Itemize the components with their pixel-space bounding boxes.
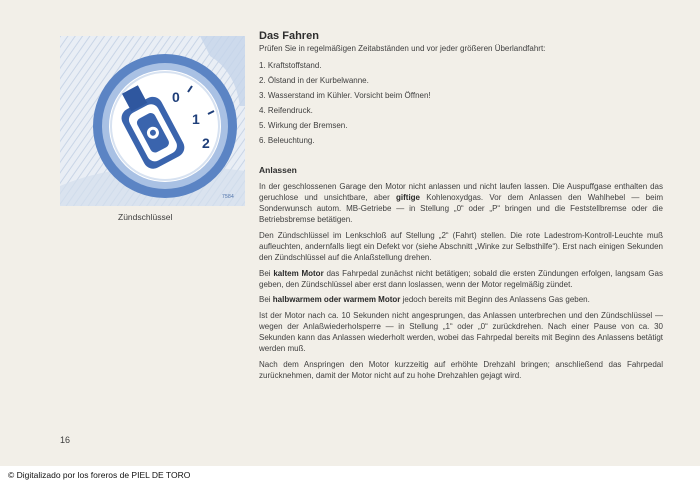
page-number: 16 [60,435,71,445]
key-position-2: 2 [202,135,210,151]
check-item: 3. Wasserstand im Kühler. Vorsicht beim Öffnen! [259,91,431,101]
paragraph-cold-engine [259,268,663,291]
paragraph-ignition: Den Zündschlüssel im Lenkschloß auf Stellung „2“ (Fahrt) stellen. Die rote Ladestrom-Kontroll-Leuchte muß aufleuchten, andernfalls liegt ein Defekt vor (siehe Abschnitt „Winke zur Selbsthilfe“). Erst nach einigen Sekunden den Zündschlüssel auf die Anlaßstellung drehen. [259,230,663,263]
check-item: 4. Reifendruck. [259,106,313,116]
scan-credit: © Digitalizado por los foreros de PIEL DE TORO [8,470,191,480]
emphasis-text: kaltem Motor [273,268,324,278]
text-column [259,30,663,385]
check-item: 5. Wirkung der Bremsen. [259,121,348,131]
paragraph-warm-engine [259,294,663,305]
paragraph-text: Kohlenoxydgas. Vor dem Anlassen den Wahlhebel — beim Sonderwunsch autom. MB-Getriebe — in Stellung „0“ oder „P“ bringen und die Feststellbremse oder die Betriebsbremse betätigen. [259,192,663,225]
anlassen-heading: Anlassen [259,165,297,176]
paragraph-garage [259,181,663,226]
check-item: 2. Ölstand in der Kurbelwanne. [259,76,369,86]
paragraph-text: jedoch bereits mit Beginn des Anlassens Gas geben. [400,295,590,305]
check-list [259,58,663,148]
paragraph-after-start: Nach dem Anspringen den Motor kurzzeitig auf erhöhte Drehzahl bringen; anschließend das Fahrpedal zurücknehmen, damit der Motor nicht auf zu hohe Drehzahlen gejagt wird. [259,359,663,381]
illustration-caption: Zündschlüssel [118,212,173,222]
check-item: 6. Beleuchtung. [259,136,315,146]
paragraph-text: In der geschlossenen Garage den Motor nicht anlassen und nicht laufen lassen. Die Auspuffgase enthalten das geruchlose und unsichtbare, aber [259,181,663,202]
section-intro: Prüfen Sie in regelmäßigen Zeitabständen und vor jeder größeren Überlandfahrt: [259,44,546,53]
illustration-code: 7584 [222,194,234,200]
paragraph-text: Bei [259,295,273,305]
check-item: 1. Kraftstoffstand. [259,61,322,71]
emphasis-text: giftige [396,192,420,202]
ignition-key-illustration [60,36,245,206]
paragraph-text: Bei [259,268,274,278]
key-position-1: 1 [192,111,200,127]
key-position-0: 0 [172,89,180,105]
emphasis-text: halbwarmem oder warmem Motor [272,295,401,305]
paragraph-text: das Fahrpedal zunächst nicht betätigen; sobald die ersten Zündungen erfolgen, langsam Gas geben, den Zündschlüssel aber erst dann loslassen, wenn der Motor regelmäßig zündet. [259,268,663,289]
ignition-lock-drawing [60,36,245,206]
section-title: Das Fahren [259,30,319,42]
paragraph-retry: Ist der Motor nach ca. 10 Sekunden nicht angesprungen, das Anlassen unterbrechen und den Zündschlüssel — wegen der Anlaßwiederholsperre — in Stellung „1“ oder „0“ zurückdrehen. Nach einer Pause von ca. 30 Sekunden kann das Anlassen wiederholt werden, wobei das Fahrpedal bereits mit Beginn des Anlassens betätigt werden muß. [259,310,663,354]
